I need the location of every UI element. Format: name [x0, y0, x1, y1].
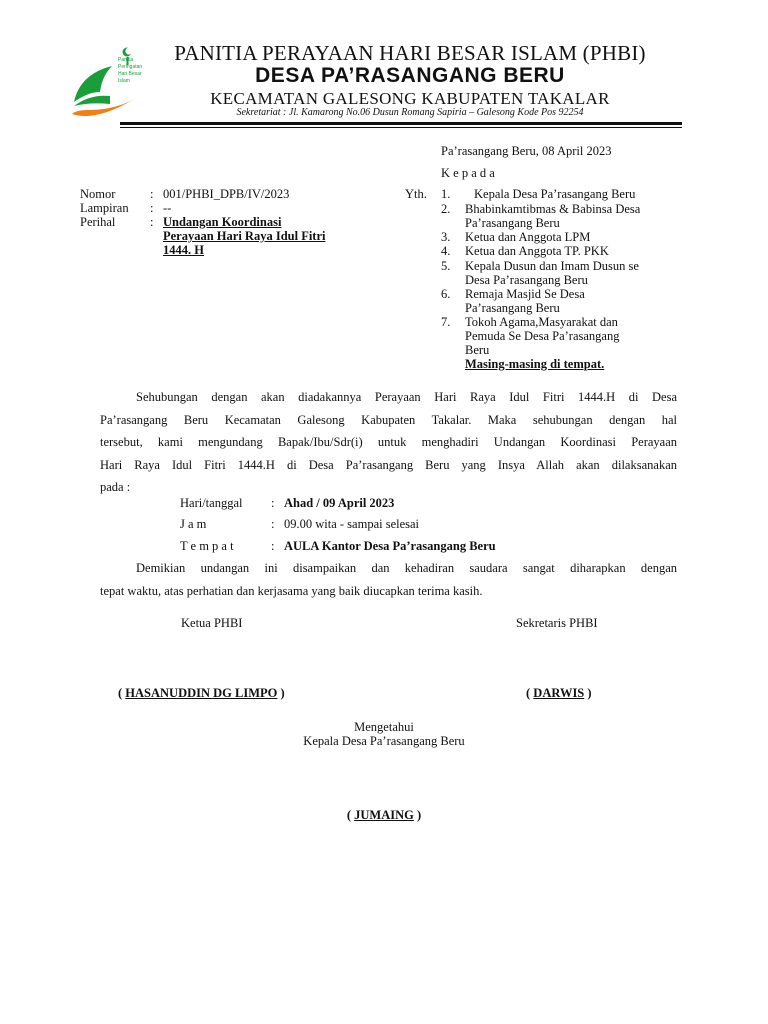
- schedule-label-time: J a m: [180, 517, 207, 531]
- kades-name-text: JUMAING: [354, 808, 414, 822]
- recipient-7-line-3: Beru: [465, 343, 490, 357]
- lampiran-value: --: [163, 201, 172, 215]
- left-close-paren: ): [280, 686, 285, 700]
- recipient-5-line-1: Kepala Dusun dan Imam Dusun se: [465, 259, 639, 273]
- kades-title: Kepala Desa Pa’rasangang Beru: [303, 734, 465, 748]
- perihal-line-1: Undangan Koordinasi: [163, 215, 282, 229]
- recipient-num-4: 4.: [441, 244, 451, 258]
- recipient-num-6: 6.: [441, 287, 451, 301]
- schedule-colon-time: :: [271, 517, 275, 531]
- schedule-label-date: Hari/tanggal: [180, 496, 243, 510]
- nomor-colon: :: [150, 187, 154, 201]
- place-date: Pa’rasangang Beru, 08 April 2023: [441, 144, 612, 158]
- kepada-label: K e p a d a: [441, 166, 495, 180]
- letterhead-district: KECAMATAN GALESONG KABUPATEN TAKALAR: [210, 89, 610, 108]
- recipient-5-line-2: Desa Pa’rasangang Beru: [465, 273, 588, 287]
- recipient-1-line-1: Kepala Desa Pa’rasangang Beru: [474, 187, 636, 201]
- p1-line-5: pada :: [100, 480, 131, 494]
- right-open-paren: (: [526, 686, 531, 700]
- perihal-label: Perihal: [80, 215, 116, 229]
- perihal-line-3: 1444. H: [163, 243, 204, 257]
- schedule-colon-date: :: [271, 496, 275, 510]
- letterhead-rule-thick: [120, 122, 682, 125]
- recipient-6-line-2: Pa’rasangang Beru: [465, 301, 560, 315]
- recipient-2-line-1: Bhabinkamtibmas & Babinsa Desa: [465, 202, 641, 216]
- lampiran-colon: :: [150, 201, 154, 215]
- recipient-num-2: 2.: [441, 202, 451, 216]
- kades-close-paren: ): [416, 808, 422, 822]
- recipient-num-5: 5.: [441, 259, 451, 273]
- schedule-value-place: AULA Kantor Desa Pa’rasangang Beru: [284, 539, 496, 553]
- right-close-paren: ): [587, 686, 592, 700]
- recipient-4-line-1: Ketua dan Anggota TP. PKK: [465, 244, 609, 258]
- logo-text-3: Hari Besar: [118, 71, 142, 77]
- p1-line-4: Hari Raya Idul Fitri 1444.H di Desa Pa’rasangang Beru yang Insya Allah akan dilaksanakan: [100, 457, 677, 472]
- body-paragraph-1: [100, 386, 677, 499]
- signature-left-name: [118, 686, 285, 700]
- signature-kades-name: [184, 808, 584, 822]
- nomor-label: Nomor: [80, 187, 116, 201]
- signature-right-name: [526, 686, 592, 700]
- schedule-label-place: T e m p a t: [180, 539, 234, 553]
- body-paragraph-2: [100, 557, 677, 602]
- kades-open-paren: (: [346, 808, 352, 822]
- recipients-closing: Masing-masing di tempat.: [465, 357, 605, 371]
- mengetahui-label: Mengetahui: [354, 720, 414, 734]
- left-open-paren: (: [118, 686, 123, 700]
- perihal-line-2: Perayaan Hari Raya Idul Fitri: [163, 229, 326, 243]
- right-name-text: DARWIS: [533, 686, 585, 700]
- p2-line-2: tepat waktu, atas perhatian dan kerjasama yang baik diucapkan terima kasih.: [100, 583, 483, 598]
- p2-line-1: Demikian undangan ini disampaikan dan kehadiran saudara sangat diharapkan dengan: [136, 561, 677, 575]
- schedule-value-time: 09.00 wita - sampai selesai: [284, 517, 420, 531]
- recipient-7-line-1: Tokoh Agama,Masyarakat dan: [465, 315, 618, 329]
- lampiran-label: Lampiran: [80, 201, 129, 215]
- signature-right-title: Sekretaris PHBI: [516, 616, 598, 630]
- perihal-colon: :: [150, 215, 154, 229]
- recipient-num-1: 1.: [441, 187, 451, 201]
- yth-label: Yth.: [405, 187, 427, 201]
- letterhead-village: DESA PA’RASANGANG BERU: [255, 64, 565, 87]
- signature-left-title: Ketua PHBI: [181, 616, 243, 630]
- recipient-7-line-2: Pemuda Se Desa Pa’rasangang: [465, 329, 620, 343]
- letterhead-address: Sekretariat : Jl. Kamarong No.06 Dusun Romang Sapiria – Galesong Kode Pos 92254: [236, 107, 584, 118]
- p1-line-2: Pa’rasangang Beru Kecamatan Galesong Kabupaten Takalar. Maka sehubungan dengan hal: [100, 412, 677, 427]
- recipient-2-line-2: Pa’rasangang Beru: [465, 216, 560, 230]
- letterhead-title: PANITIA PERAYAAN HARI BESAR ISLAM (PHBI): [174, 41, 646, 65]
- p1-line-3: tersebut, kami mengundang Bapak/Ibu/Sdr(i) untuk menghadiri Undangan Koordinasi Perayaan: [100, 435, 677, 449]
- recipient-num-3: 3.: [441, 230, 451, 244]
- logo-text-2: Peringatan: [118, 64, 143, 70]
- recipient-6-line-1: Remaja Masjid Se Desa: [465, 287, 585, 301]
- recipient-num-7: 7.: [441, 315, 451, 329]
- logo-text-4: Islam: [118, 78, 130, 84]
- letterhead-rule-thin: [120, 127, 682, 128]
- recipient-3-line-1: Ketua dan Anggota LPM: [465, 230, 591, 244]
- left-name-text: HASANUDDIN DG LIMPO: [125, 686, 278, 700]
- schedule-value-date: Ahad / 09 April 2023: [284, 496, 395, 510]
- logo-text-1: Panitia: [118, 57, 134, 63]
- nomor-value: 001/PHBI_DPB/IV/2023: [163, 187, 290, 201]
- schedule-colon-place: :: [271, 539, 275, 553]
- p1-line-1: Sehubungan dengan akan diadakannya Perayaan Hari Raya Idul Fitri 1444.H di Desa: [136, 390, 677, 404]
